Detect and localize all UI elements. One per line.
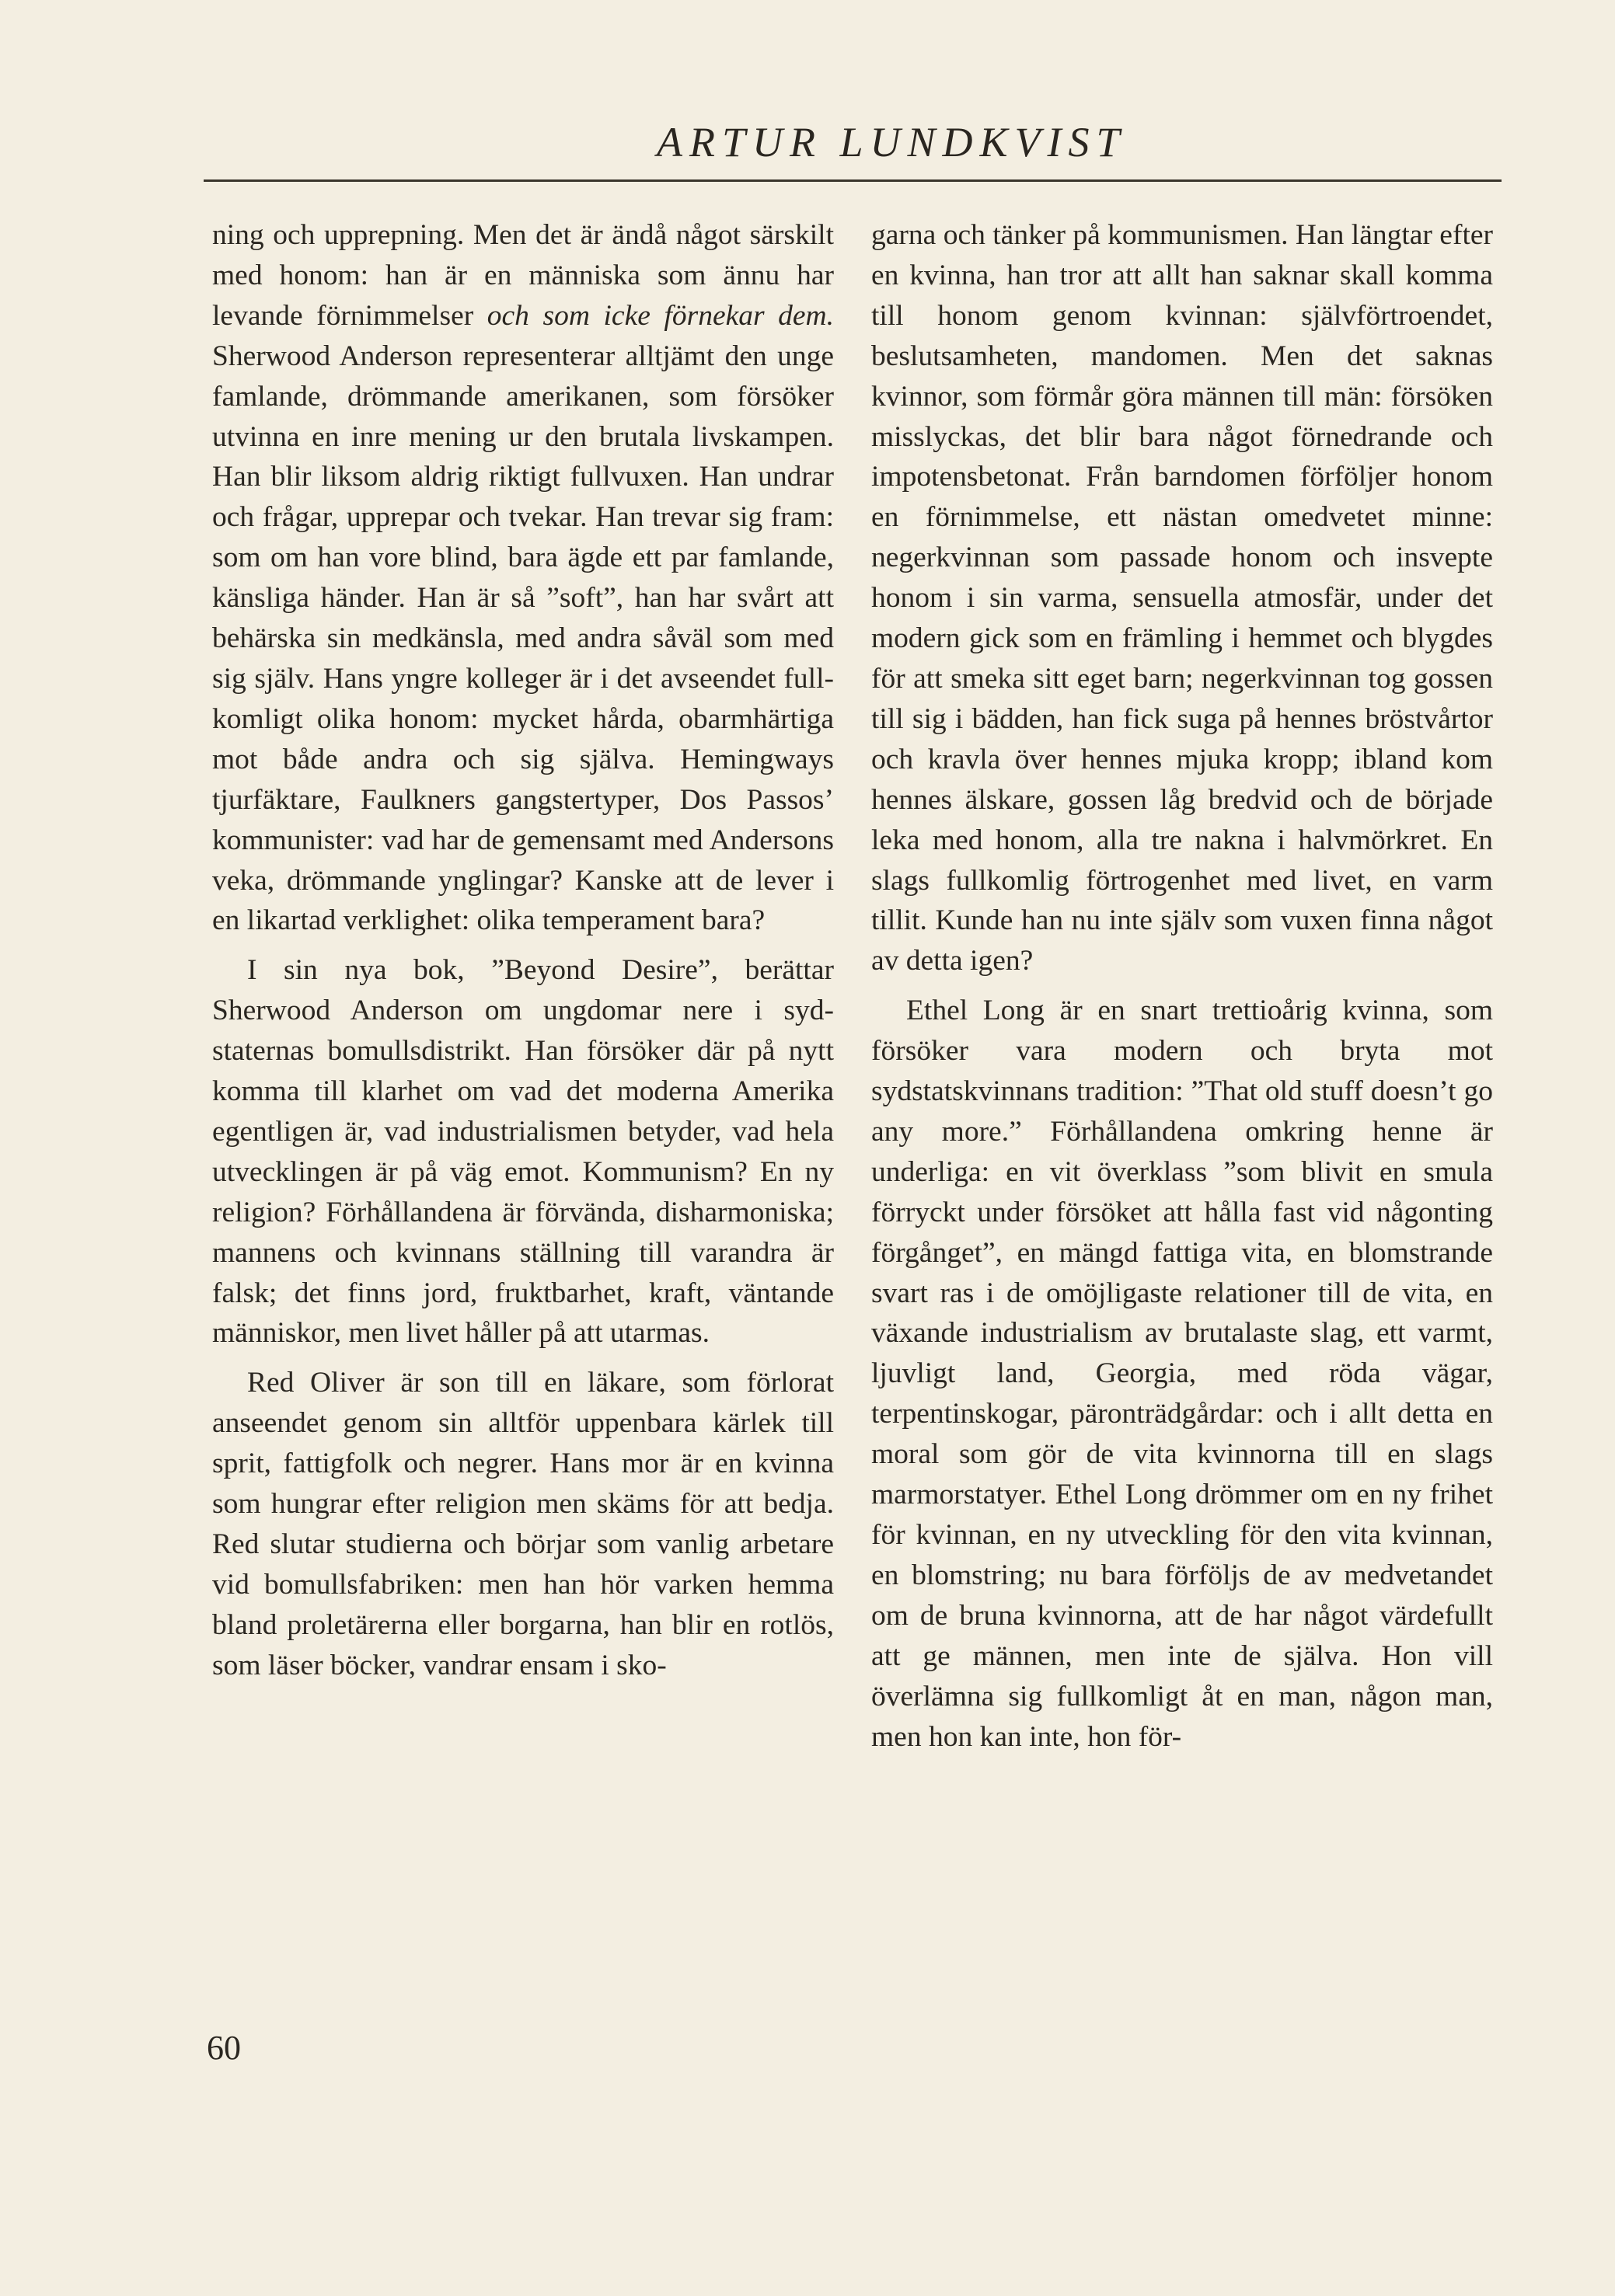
left-text-column: [212, 215, 834, 1686]
header-rule: [204, 179, 1502, 182]
right-text-column: [871, 215, 1493, 1757]
right-paragraph-1: garna och tänker på kommunismen. Han längtar efter en kvinna, han tror att allt han saknar skall komma till honom genom kvinnan: självförtroendet, beslutsamheten, mandomen. Men det saknas kvinnor, som förmår göra männen till män: försöken misslyckas, det blir bara något förnedrande och impotensbetonat. Från barndomen förföljer honom en förnimmelse, ett nästan omedvetet minne: negerkvinnan som passade honom och insvepte honom i sin varma, sensuella atmosfär, under det modern gick som en främling i hemmet och blygdes för att smeka sitt eget barn; negerkvinnan tog gossen till sig i bädden, han fick suga på hennes bröstvårtor och kravla över hennes mjuka kropp; ibland kom hennes älskare, gossen låg bredvid och de började leka med honom, alla tre nakna i halvmörkret. En slags fullkomlig förtrogenhet med livet, en varm tillit. Kunde han nu inte själv som vuxen finna något av detta igen?: [871, 219, 1493, 977]
left-paragraph-3: Red Oliver är son till en läkare, som förlorat anseendet genom sin alltför uppenbara kärlek till sprit, fattigfolk och negrer. Hans mor är en kvinna som hungrar efter religion men skäms för att bedja. Red slutar studierna och börjar som vanlig arbetare vid bomullsfabriken: men han hör varken hemma bland proletärerna eller borgarna, han blir en rotlös, som läser böcker, vandrar ensam i sko-: [212, 1367, 834, 1681]
page-number: 60: [207, 2029, 241, 2067]
right-paragraph-2: Ethel Long är en snart trettioårig kvinna, som försöker vara modern och bryta mot sydstatskvinnans tradition: ”That old stuff doesn’t go any more.” Förhållandena omkring henne är underliga: en vit överklass ”som blivit en smula förryckt under försöket att hålla fast vid någonting förgånget”, en mängd fattiga vita, en blomstrande svart ras i de omöjligaste relationer till de vita, en växande industrialism av brutalaste slag, ett varmt, ljuvligt land, Georgia, med röda vägar, terpentinskogar, päronträdgårdar: och i allt detta en moral som gör de vita kvinnorna till en slags marmorstatyer. Ethel Long drömmer om en ny frihet för kvinnan, en ny utveckling för den vita kvinnan, en blomstring; nu bara förföljs de av medvetandet om de bruna kvinnorna, att de har något värdefullt att ge männen, men inte de själva. Hon vill överlämna sig fullkomligt åt en man, någon man, men hon kan inte, hon för-: [871, 995, 1493, 1753]
left-paragraph-1-text-a: ning och upprepning. Men det är ändå något särskilt med honom: han är en människa som ännu har levande förnimmelser: [212, 219, 834, 332]
left-paragraph-1-italic: och som icke förnekar dem.: [487, 299, 834, 332]
left-paragraph-1: [212, 215, 834, 941]
left-paragraph-2: I sin nya bok, ”Beyond Desire”, berättar Sherwood Anderson om ungdomar nere i sydstaternas bomullsdistrikt. Han försöker där på nytt komma till klarhet om vad det moderna Amerika egentligen är, vad industrialismen betyder, vad hela utvecklingen är på väg emot. Kommunism? En ny religion? Förhållandena är förvända, disharmoniska; mannens och kvinnans ställning till varandra är falsk; det finns jord, fruktbarhet, kraft, väntande människor, men livet håller på att utarmas.: [212, 954, 834, 1350]
left-paragraph-1-text-b: Sherwood Anderson representerar alltjämt den unge famlande, drömmande amerikanen, som försöker utvinna en inre mening ur den brutala livskampen. Han blir liksom aldrig riktigt fullvuxen. Han undrar och frågar, upprepar och tvekar. Han trevar sig fram: som om han vore blind, bara ägde ett par famlande, känsliga händer. Han är så ”soft”, han har svårt att behärska sin medkänsla, med andra såväl som med sig själv. Hans yngre kolleger är i det avseendet fullkomligt olika honom: mycket hårda, obarmhärtiga mot både andra och sig själva. Hemingways tjurfäktare, Faulkners gangstertyper, Dos Passos’ kommunister: vad har de gemensamt med Andersons veka, drömmande ynglingar? Kanske att de lever i en likartad verklighet: olika temperament bara?: [212, 340, 834, 937]
running-header-title: ARTUR LUNDKVIST: [657, 119, 1127, 165]
